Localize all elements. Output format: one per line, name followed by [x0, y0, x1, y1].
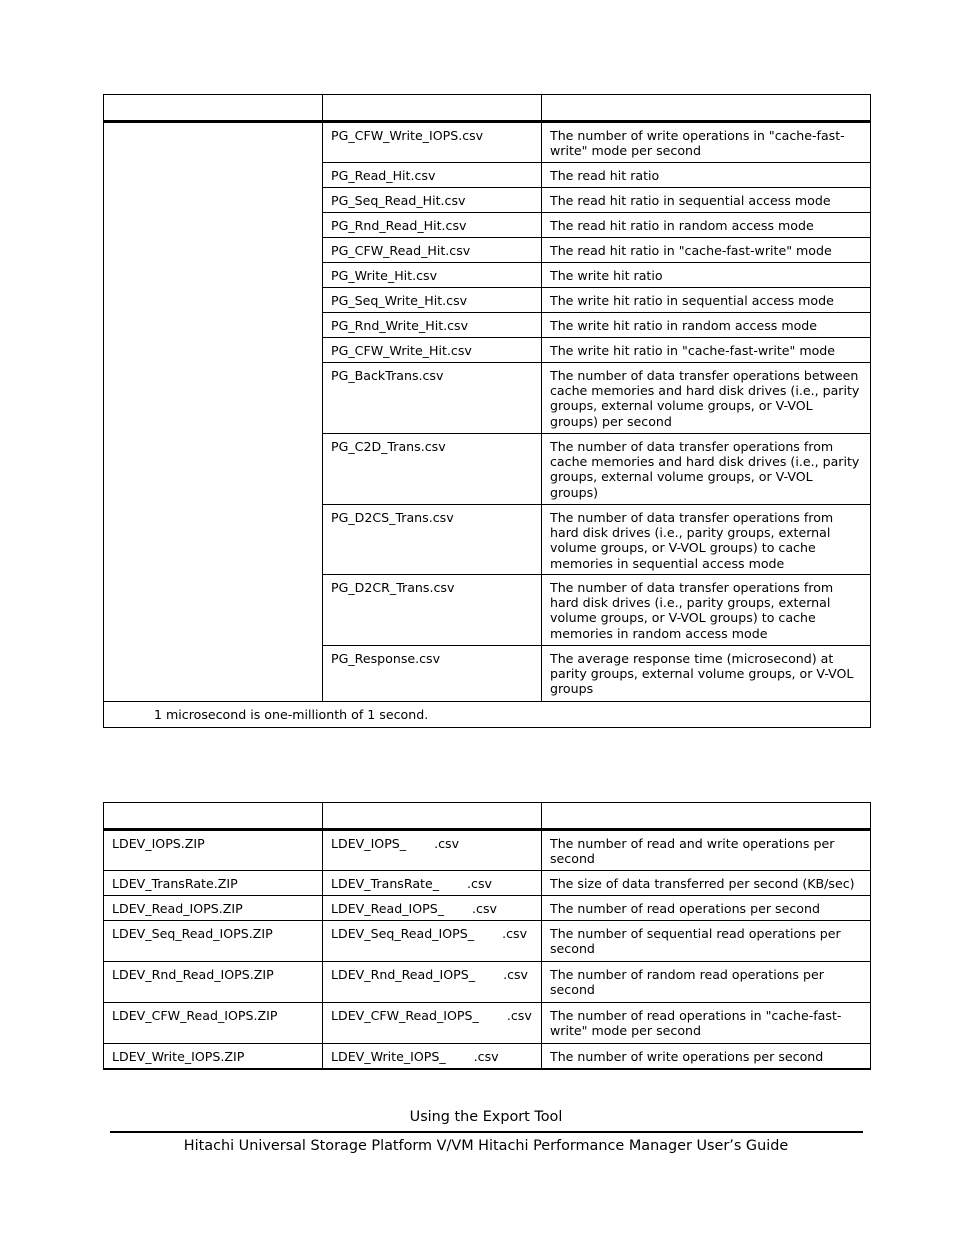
table-row	[104, 921, 871, 962]
csv-file-cell	[323, 830, 542, 871]
description-cell: The size of data transferred per second (KB/sec)	[542, 871, 871, 896]
csv-file-cell	[323, 896, 542, 921]
zip-file-cell: LDEV_IOPS.ZIP	[104, 830, 323, 871]
footer-divider	[110, 1131, 863, 1133]
description-cell: The read hit ratio	[542, 163, 871, 188]
description-cell: The read hit ratio in random access mode	[542, 213, 871, 238]
zip-file-cell: LDEV_CFW_Read_IOPS.ZIP	[104, 1003, 323, 1044]
file-name-cell: PG_CFW_Read_Hit.csv	[323, 238, 542, 263]
file-name-cell: PG_BackTrans.csv	[323, 363, 542, 434]
file-name-cell: PG_Seq_Read_Hit.csv	[323, 188, 542, 213]
csv-file-cell	[323, 921, 542, 962]
description-cell: The number of write operations in "cache-fast-write" mode per second	[542, 122, 871, 163]
description-cell: The write hit ratio	[542, 263, 871, 288]
description-cell: The number of data transfer operations from cache memories and hard disk drives (i.e., parity groups, external volume groups, or V-VOL groups)	[542, 434, 871, 505]
header-cell	[104, 803, 323, 830]
description-cell: The read hit ratio in "cache-fast-write" mode	[542, 238, 871, 263]
csv-file-suffix: .csv	[472, 901, 497, 916]
note-row	[104, 702, 871, 728]
table-row	[104, 871, 871, 896]
zip-file-cell: LDEV_Read_IOPS.ZIP	[104, 896, 323, 921]
file-name-cell: PG_D2CS_Trans.csv	[323, 505, 542, 575]
file-name-cell: PG_D2CR_Trans.csv	[323, 575, 542, 646]
csv-file-prefix: LDEV_Read_IOPS_	[331, 901, 445, 916]
description-cell: The write hit ratio in "cache-fast-write" mode	[542, 338, 871, 363]
description-cell: The average response time (microsecond) at parity groups, external volume groups, or V-VOL groups	[542, 646, 871, 702]
csv-file-cell	[323, 1044, 542, 1069]
table-header-row	[104, 95, 871, 122]
header-cell	[542, 95, 871, 122]
csv-file-prefix: LDEV_Rnd_Read_IOPS_	[331, 967, 476, 982]
description-cell: The number of read and write operations per second	[542, 830, 871, 871]
csv-file-suffix: .csv	[502, 926, 528, 941]
zip-file-cell: LDEV_TransRate.ZIP	[104, 871, 323, 896]
table-row	[104, 830, 871, 871]
zip-file-cell: LDEV_Rnd_Read_IOPS.ZIP	[104, 962, 323, 1003]
description-cell: The read hit ratio in sequential access mode	[542, 188, 871, 213]
zip-file-cell: LDEV_Write_IOPS.ZIP	[104, 1044, 323, 1069]
header-cell	[104, 95, 323, 122]
description-cell: The number of read operations in "cache-fast-write" mode per second	[542, 1003, 871, 1044]
file-name-cell: PG_Read_Hit.csv	[323, 163, 542, 188]
footnote: 1 microsecond is one-millionth of 1 second.	[104, 702, 871, 728]
csv-file-prefix: LDEV_Write_IOPS_	[331, 1049, 446, 1064]
csv-file-suffix: .csv	[467, 876, 492, 891]
parity-group-files-table	[103, 94, 871, 728]
csv-file-suffix: .csv	[506, 1008, 532, 1023]
description-cell: The write hit ratio in random access mode	[542, 313, 871, 338]
footer-guide-title: Hitachi Universal Storage Platform V/VM Hitachi Performance Manager User’s Guide	[183, 1138, 789, 1154]
file-name-cell: PG_C2D_Trans.csv	[323, 434, 542, 505]
table-row	[104, 962, 871, 1003]
csv-file-prefix: LDEV_CFW_Read_IOPS_	[331, 1008, 479, 1023]
description-cell: The number of data transfer operations from hard disk drives (i.e., parity groups, external volume groups, or V-VOL groups) to cache memories in sequential access mode	[542, 505, 871, 575]
footer-section-title: Using the Export Tool	[409, 1109, 563, 1125]
description-cell: The number of read operations per second	[542, 896, 871, 921]
file-name-cell: PG_Rnd_Write_Hit.csv	[323, 313, 542, 338]
header-cell	[542, 803, 871, 830]
description-cell: The write hit ratio in sequential access mode	[542, 288, 871, 313]
csv-file-suffix: .csv	[473, 1049, 499, 1064]
file-name-cell: PG_CFW_Write_Hit.csv	[323, 338, 542, 363]
header-cell	[323, 803, 542, 830]
description-cell: The number of data transfer operations from hard disk drives (i.e., parity groups, external volume groups, or V-VOL groups) to cache memories in random access mode	[542, 575, 871, 646]
file-name-cell: PG_Write_Hit.csv	[323, 263, 542, 288]
csv-file-cell	[323, 962, 542, 1003]
description-cell: The number of sequential read operations per second	[542, 921, 871, 962]
description-cell: The number of random read operations per second	[542, 962, 871, 1003]
description-cell: The number of write operations per second	[542, 1044, 871, 1069]
description-cell: The number of data transfer operations between cache memories and hard disk drives (i.e., parity groups, external volume groups, or V-VOL groups) per second	[542, 363, 871, 434]
csv-file-prefix: LDEV_Seq_Read_IOPS_	[331, 926, 475, 941]
group-cell	[104, 122, 323, 702]
table-row	[104, 1044, 871, 1069]
csv-file-suffix: .csv	[503, 967, 529, 982]
zip-file-cell: LDEV_Seq_Read_IOPS.ZIP	[104, 921, 323, 962]
table-row	[104, 122, 871, 163]
table-row	[104, 896, 871, 921]
file-name-cell: PG_Rnd_Read_Hit.csv	[323, 213, 542, 238]
ldev-files-table	[103, 802, 871, 1070]
csv-file-prefix: LDEV_TransRate_	[331, 876, 440, 891]
csv-file-cell	[323, 1003, 542, 1044]
header-cell	[323, 95, 542, 122]
table-row	[104, 1003, 871, 1044]
csv-file-suffix: .csv	[434, 836, 460, 851]
csv-file-prefix: LDEV_IOPS_	[331, 836, 407, 851]
table-header-row	[104, 803, 871, 830]
file-name-cell: PG_Seq_Write_Hit.csv	[323, 288, 542, 313]
file-name-cell: PG_CFW_Write_IOPS.csv	[323, 122, 542, 163]
csv-file-cell	[323, 871, 542, 896]
file-name-cell: PG_Response.csv	[323, 646, 542, 702]
